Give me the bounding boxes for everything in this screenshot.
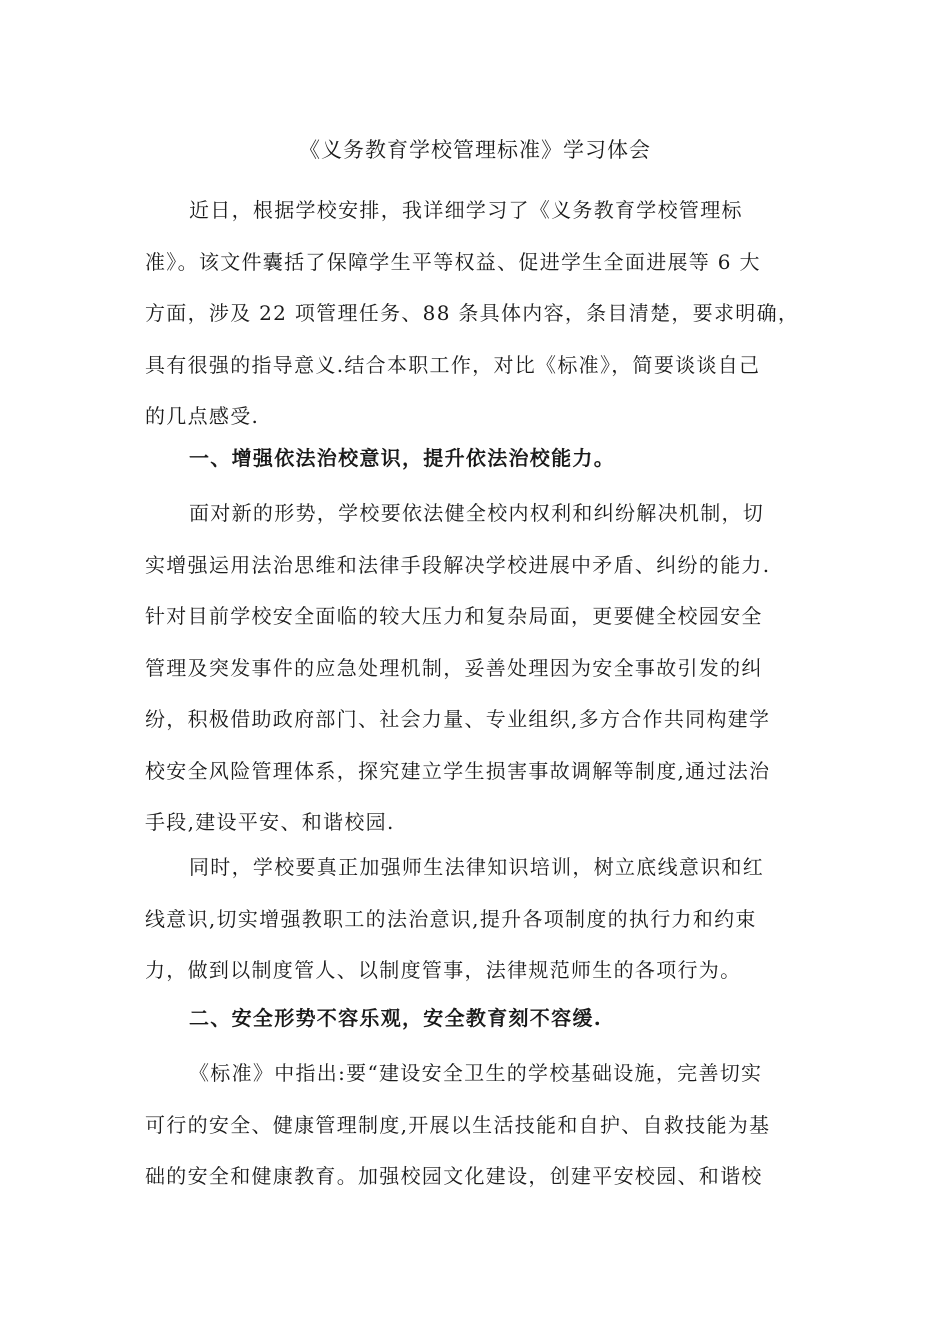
intro-line: 的几点感受. <box>145 404 260 428</box>
section2-paragraph-1 <box>145 1048 810 1203</box>
section1-para1-line: 针对目前学校安全面临的较大压力和复杂局面，更要健全校园安全 <box>145 604 763 628</box>
section1-heading: 一、增强依法治校意识，提升依法治校能力。 <box>189 446 615 470</box>
section1-para2-line: 力，做到以制度管人、以制度管事，法律规范师生的各项行为。 <box>145 958 742 982</box>
section2-heading: 二、安全形势不容乐观，安全教育刻不容缓. <box>189 1006 602 1030</box>
section1-para1-line: 管理及突发事件的应急处理机制，妥善处理因为安全事故引发的纠 <box>145 655 763 680</box>
intro-line: 近日，根据学校安排，我详细学习了《义务教育学校管理标 <box>189 198 743 222</box>
section1-para1-line: 纷，积极借助政府部门、社会力量、专业组织,多方合作共同构建学 <box>145 707 771 731</box>
section1-para1-line: 实增强运用法治思维和法律手段解决学校进展中矛盾、纠纷的能力. <box>145 552 771 577</box>
document-title: 《义务教育学校管理标准》学习体会 <box>299 138 651 162</box>
section2-para1-line: 础的安全和健康教育。加强校园文化建设，创建平安校园、和谐校 <box>145 1164 763 1188</box>
section1-para2-line: 同时，学校要真正加强师生法律知识培训，树立底线意识和红 <box>189 855 765 879</box>
section2-para1-line: 《标准》中指出:要“建设安全卫生的学校基础设施，完善切实 <box>189 1061 763 1085</box>
section1-para2-line: 线意识,切实增强教职工的法治意识,提升各项制度的执行力和约束 <box>145 906 757 931</box>
section1-para1-line: 校安全风险管理体系，探究建立学生损害事故调解等制度,通过法治 <box>145 758 771 783</box>
intro-line: 方面，涉及 22 项管理任务、88 条具体内容，条目清楚，要求明确， <box>145 301 800 325</box>
intro-line: 具有很强的指导意义.结合本职工作，对比《标准》，简要谈谈自己 <box>145 352 761 377</box>
section1-paragraph-1 <box>145 488 810 849</box>
section1-para1-line: 手段,建设平安、和谐校园. <box>145 810 395 834</box>
intro-line: 准》。该文件囊括了保障学生平等权益、促进学生全面进展等 6 大 <box>145 249 761 274</box>
section2-para1-line: 可行的安全、健康管理制度,开展以生活技能和自护、自救技能为基 <box>145 1112 771 1137</box>
intro-paragraph <box>145 185 810 443</box>
section1-para1-line: 面对新的形势，学校要依法健全校内权利和纠纷解决机制，切 <box>189 501 765 525</box>
section1-paragraph-2 <box>145 842 810 997</box>
